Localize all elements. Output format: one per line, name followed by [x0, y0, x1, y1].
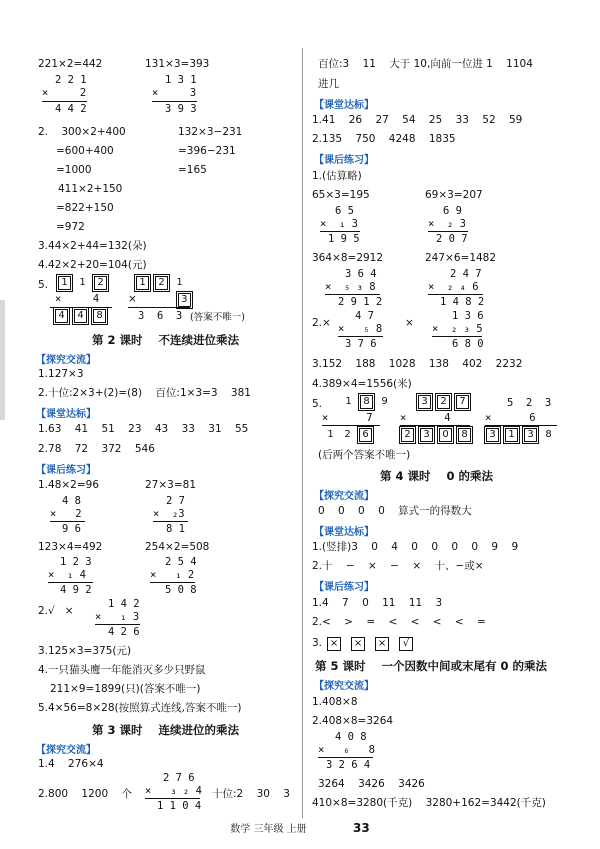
line: 2.800 1200 个: [38, 788, 132, 800]
vertical-top: 1 3 1: [165, 74, 197, 86]
vertical-rule: [145, 798, 200, 799]
section-header: 【探究交流】: [314, 681, 374, 692]
vertical-top: 6 9: [443, 205, 462, 217]
section-header: 【探究交流】: [314, 491, 374, 502]
vertical-mid: × 4: [400, 412, 451, 424]
vertical-mid: × ₁ 3: [320, 218, 358, 230]
vertical-result: 1 4 8 2: [440, 296, 485, 308]
boxed-digits: 3 1 3 8: [483, 428, 557, 442]
section-header: 【探究交流】: [36, 355, 96, 366]
line: =600+400: [56, 145, 114, 157]
line: 69×3=207: [425, 189, 483, 201]
line: =165: [178, 164, 207, 176]
lesson-title: 第 5 课时 一个因数中间或末尾有 0 的乘法: [315, 659, 548, 673]
line: 1.63 41 51 23 43 33 31 55: [38, 423, 249, 435]
section-header: 【课后练习】: [36, 465, 96, 476]
vertical-rule: [153, 521, 188, 522]
vertical-mid: × 6: [485, 412, 536, 424]
line: =396−231: [178, 145, 236, 157]
vertical-result: 3 2 6 4: [326, 759, 371, 771]
vertical-top: 3 6 4: [345, 268, 377, 280]
vertical-result: 3 9 3: [165, 103, 197, 115]
vertical-mid: × ₆ 8: [318, 744, 375, 756]
line: 221×2=442: [38, 58, 103, 70]
vertical-mid: × 2: [50, 508, 82, 520]
vertical-result: 4 9 2: [60, 584, 92, 596]
line: =822+150: [56, 202, 114, 214]
section-header: 【课后练习】: [314, 582, 374, 593]
vertical-result: 4 4 2: [55, 103, 87, 115]
boxed-digits: 1 1 2: [55, 276, 110, 290]
section-header: 【课堂达标】: [36, 409, 96, 420]
section-header: 【课后练习】: [314, 155, 374, 166]
vertical-rule: [338, 336, 383, 337]
line: 1.(估算略): [312, 170, 362, 182]
vertical-rule: [428, 231, 468, 232]
line: 131×3=393: [145, 58, 210, 70]
vertical-mid: × 7: [322, 412, 373, 424]
vertical-result: 1 1 0 4: [157, 800, 202, 812]
lesson-title: 第 2 课时 不连续进位乘法: [92, 333, 240, 347]
vertical-rule: [42, 101, 87, 102]
boxed-digits: 2 3 0 8: [398, 428, 474, 442]
vertical-result: 3 7 6: [345, 338, 377, 350]
vertical-result: 4 2 6: [108, 626, 140, 638]
line: 1.408×8: [312, 696, 358, 708]
vertical-result: 1 9 5: [328, 233, 360, 245]
vertical-mid: × ₁ 3: [95, 611, 140, 623]
vertical-result: 2 0 7: [436, 233, 468, 245]
vertical-rule: [325, 294, 380, 295]
page-number: 33: [353, 821, 370, 835]
line: 十位:2 30 3: [212, 788, 290, 800]
vertical-rule: [485, 425, 557, 426]
line: 2.408×8=3264: [312, 715, 394, 727]
vertical-rule: [48, 582, 93, 583]
lesson-title: 第 4 课时 0 的乘法: [380, 469, 494, 483]
vertical-rule: [50, 521, 85, 522]
line: 进几: [318, 78, 339, 90]
vertical-mid: × 3: [128, 293, 194, 307]
line: 百位:3 11 大于 10,向前一位进 1 1104: [318, 58, 533, 70]
line: 410×8=3280(千克) 3280+162=3442(千克): [312, 797, 546, 809]
vertical-mid: × ₅ ₃ 8: [325, 281, 376, 293]
line: 3264 3426 3426: [318, 778, 425, 790]
vertical-top: 2 7 6: [163, 772, 195, 784]
vertical-top: 1 3 6: [452, 310, 484, 322]
vertical-top: 4 8: [62, 495, 81, 507]
vertical-rule: [152, 101, 197, 102]
vertical-rule: [128, 307, 190, 308]
vertical-mid: × 4: [55, 293, 100, 305]
vertical-rule: [50, 307, 112, 308]
line: 2.十位:2×3+(2)=(8) 百位:1×3=3 381: [38, 387, 251, 399]
vertical-top: 2 5 4: [165, 556, 197, 568]
boxed-digits: 1 2 1: [133, 276, 188, 290]
vertical-mid: × 2: [42, 87, 87, 99]
line: 4.42×2+20=104(元): [38, 259, 147, 271]
vertical-rule: [150, 582, 195, 583]
line: 1.4 7 0 11 11 3: [312, 597, 443, 609]
line: 2.十 − × − × 十、−或×: [312, 560, 484, 572]
vertical-mid: × ₂ 3: [428, 218, 466, 230]
line: 211×9=1899(只)(答案不唯一): [50, 683, 201, 695]
vertical-mid: × ₂ ₃ 5: [432, 323, 483, 335]
vertical-result: 6 8 0: [452, 338, 484, 350]
vertical-mid: × 3: [152, 87, 197, 99]
line: 364×8=2912: [312, 252, 384, 264]
line: 2. 300×2+400: [38, 126, 126, 138]
vertical-rule: [318, 757, 373, 758]
line: 254×2=508: [145, 541, 210, 553]
line: =1000: [56, 164, 92, 176]
line: 2.135 750 4248 1835: [312, 133, 456, 145]
line: 123×4=492: [38, 541, 103, 553]
page-footer: [0, 820, 600, 835]
vertical-mid: × ₃ ₂ 4: [145, 785, 202, 797]
vertical-top: 2 4 7: [450, 268, 482, 280]
line: ×: [405, 317, 414, 329]
section-header: 【课堂达标】: [314, 100, 374, 111]
vertical-top: 1 4 2: [108, 598, 140, 610]
line: =972: [56, 221, 85, 233]
vertical-rule: [428, 294, 483, 295]
vertical-rule: [95, 624, 140, 625]
vertical-mid: × ₂3: [153, 508, 185, 520]
boxed-digits: 1 2 6: [322, 428, 375, 442]
boxed-digits: 1 8 9: [345, 396, 388, 407]
line: 2.78 72 372 546: [38, 443, 155, 455]
vertical-result: 8 1: [166, 523, 185, 535]
section-header: 【探究交流】: [36, 745, 96, 756]
vertical-result: 3 6 3: [138, 310, 183, 322]
line: 3.44×2+44=132(朵): [38, 240, 147, 252]
note: (答案不唯一): [190, 312, 245, 323]
vertical-rule: [320, 231, 360, 232]
q5-label: 5.: [38, 279, 49, 291]
note: (后两个答案不唯一): [318, 449, 411, 461]
vertical-mid: × ₅ 8: [338, 323, 383, 335]
line: 0 0 0 0 算式一的得数大: [318, 505, 472, 517]
line: 2.√ ×: [38, 605, 74, 617]
check-row: 3. × × × √: [312, 637, 418, 651]
line: 1.4 276×4: [38, 758, 104, 770]
line: 3.152 188 1028 138 402 2232: [312, 358, 523, 370]
boxed-digits: 4 4 8: [52, 309, 109, 323]
vertical-top: 4 0 8: [335, 731, 367, 743]
vertical-rule: [322, 425, 380, 426]
line: 132×3−231: [178, 126, 243, 138]
line: 5.4×56=8×28(按照算式连线,答案不唯一): [38, 702, 242, 714]
line: 1.41 26 27 54 25 33 52 59: [312, 114, 523, 126]
line: 4.389×4=1556(米): [312, 378, 412, 390]
line: 3.125×3=375(元): [38, 645, 132, 657]
vertical-result: 2 9 1 2: [338, 296, 383, 308]
column-divider: [302, 48, 303, 818]
line: 1.(竖排)3 0 4 0 0 0 0 9 9: [312, 541, 519, 553]
line: 4.一只猫头鹰一年能消灭多少只野鼠: [38, 664, 206, 676]
line: 2.< > = < < < < =: [312, 616, 486, 628]
vertical-top: 5 2 3: [507, 397, 552, 409]
vertical-top: 6 5: [335, 205, 354, 217]
line: 1.48×2=96: [38, 479, 100, 491]
vertical-rule: [432, 336, 482, 337]
vertical-rule: [400, 425, 470, 426]
vertical-mid: × ₁ 4: [48, 569, 86, 581]
line: 1.127×3: [38, 368, 84, 380]
line: 27×3=81: [145, 479, 196, 491]
scan-edge: [0, 300, 5, 420]
vertical-result: 5 0 8: [165, 584, 197, 596]
vertical-result: 9 6: [62, 523, 81, 535]
footer-text: 数学 三年级 上册: [230, 824, 307, 835]
section-header: 【课堂达标】: [314, 527, 374, 538]
vertical-mid: × ₂ ₄ 6: [428, 281, 479, 293]
line: 2.×: [312, 317, 331, 329]
line: 247×6=1482: [425, 252, 497, 264]
lesson-title: 第 3 课时 连续进位的乘法: [92, 723, 240, 737]
vertical-mid: × ₁ 2: [150, 569, 195, 581]
vertical-top: 2 2 1: [55, 74, 87, 86]
q5-label: 5.: [312, 398, 323, 410]
boxed-digits: 3 2 7: [415, 395, 472, 409]
vertical-top: 4 7: [355, 310, 374, 322]
vertical-top: 1 2 3: [60, 556, 92, 568]
vertical-top: 2 7: [166, 495, 185, 507]
line: 411×2+150: [58, 183, 123, 195]
line: 65×3=195: [312, 189, 370, 201]
